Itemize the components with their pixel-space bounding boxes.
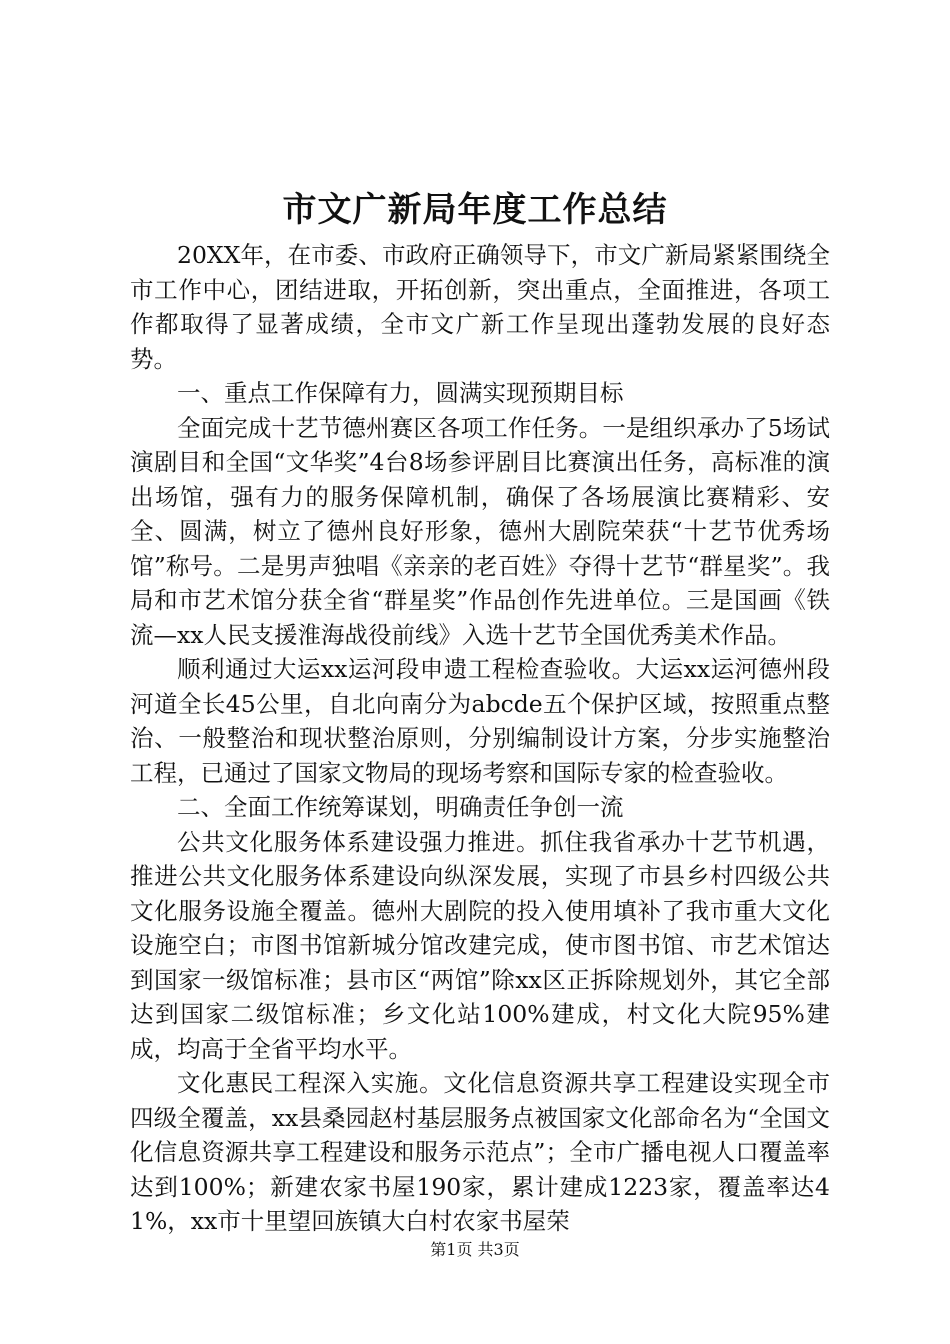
- intro-paragraph: 20XX年，在市委、市政府正确领导下，市文广新局紧紧围绕全市工作中心，团结进取，开拓创新，突出重点，全面推进，各项工作都取得了显著成绩，全市文广新工作呈现出蓬勃发展的良好态势。: [130, 241, 830, 373]
- section-heading-1: 一、重点工作保障有力，圆满实现预期目标: [177, 379, 624, 407]
- paragraph-festival-tasks: 全面完成十艺节德州赛区各项工作任务。一是组织承办了5场试演剧目和全国“文华奖”4台8场参评剧目比赛演出任务，高标准的演出场馆，强有力的服务保障机制，确保了各场展演比赛精彩、安全、圆满，树立了德州良好形象，德州大剧院荣获“十艺节优秀场馆”称号。二是男声独唱《亲亲的老百姓》夺得十艺节“群星奖”。我局和市艺术馆分获全省“群星奖”作品创作先进单位。三是国画《铁流—xx人民支援淮海战役前线》入选十艺节全国优秀美术作品。: [130, 413, 830, 649]
- document-title: 市文广新局年度工作总结: [282, 190, 668, 230]
- page-footer: 第1页 共3页: [430, 1240, 520, 1259]
- document-body: [130, 238, 830, 1239]
- section-heading-2: 二、全面工作统筹谋划，明确责任争创一流: [177, 793, 624, 821]
- paragraph-canal-heritage: 顺利通过大运xx运河段申遗工程检查验收。大运xx运河德州段河道全长45公里，自北向南分为abcde五个保护区域，按照重点整治、一般整治和现状整治原则，分别编制设计方案，分步实施整治工程，已通过了国家文物局的现场考察和国际专家的检查验收。: [130, 655, 830, 787]
- paragraph-public-culture: 公共文化服务体系建设强力推进。抓住我省承办十艺节机遇，推进公共文化服务体系建设向纵深发展，实现了市县乡村四级公共文化服务设施全覆盖。德州大剧院的投入使用填补了我市重大文化设施空白；市图书馆新城分馆改建完成，使市图书馆、市艺术馆达到国家一级馆标准；县市区“两馆”除xx区正拆除规划外，其它全部达到国家二级馆标准；乡文化站100%建成，村文化大院95%建成，均高于全省平均水平。: [130, 827, 830, 1063]
- paragraph-culture-benefit: 文化惠民工程深入实施。文化信息资源共享工程建设实现全市四级全覆盖，xx县桑园赵村基层服务点被国家文化部命名为“全国文化信息资源共享工程建设和服务示范点”；全市广播电视人口覆盖率达到100%；新建农家书屋190家，累计建成1223家，覆盖率达41%，xx市十里望回族镇大白村农家书屋荣: [130, 1069, 830, 1235]
